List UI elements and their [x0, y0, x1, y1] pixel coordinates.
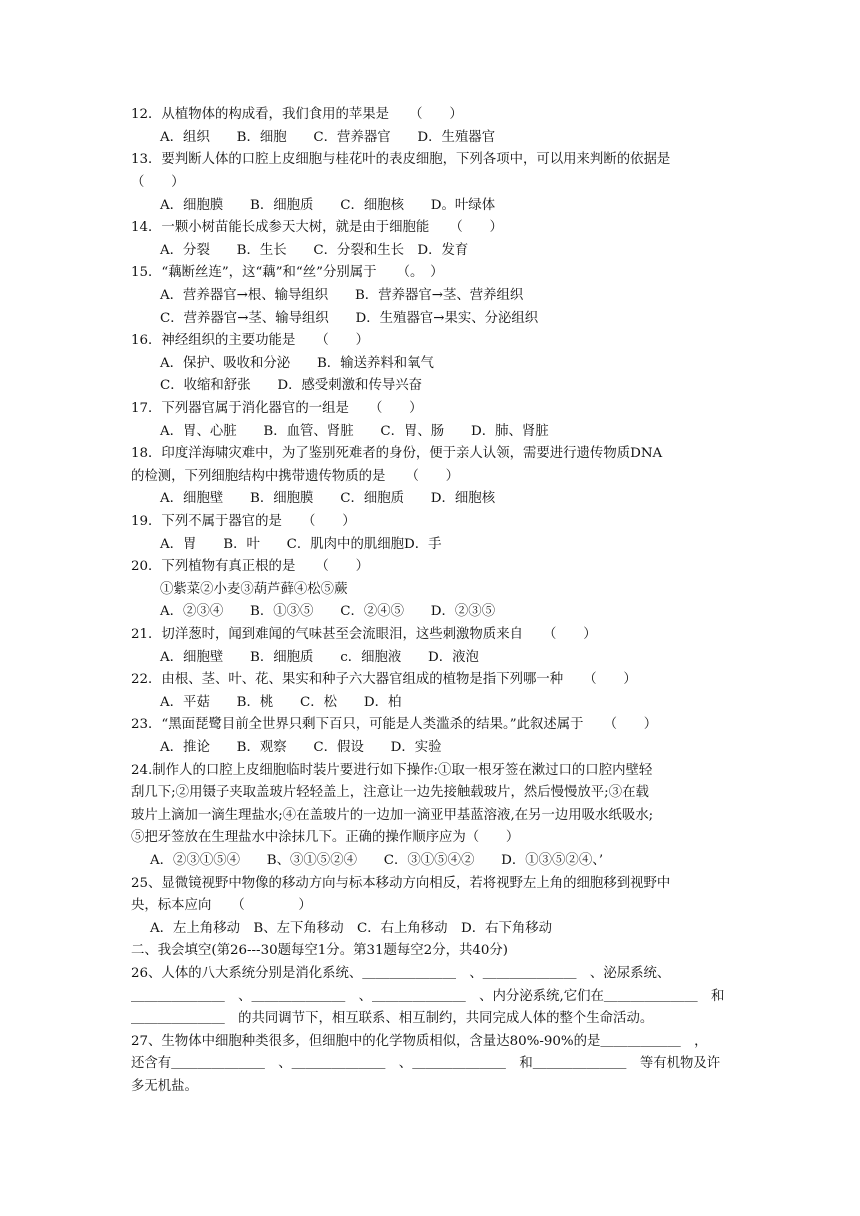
- question-26-cont-1: ＿＿＿＿＿＿＿ 、＿＿＿＿＿＿＿ 、＿＿＿＿＿＿＿ 、内分泌系统,它们在＿＿＿＿＿＿＿ 和: [131, 989, 725, 1004]
- question-15-options-ab: A．营养器官→根、输导组织 B．营养器官→茎、营养组织: [160, 288, 524, 303]
- question-24-cont-2: 玻片上滴加一滴生理盐水;④在盖玻片的一边加一滴亚甲基蓝溶液,在另一边用吸水纸吸水;: [131, 808, 654, 823]
- question-16-options-cd: C．收缩和舒张 D．感受刺激和传导兴奋: [160, 378, 423, 393]
- question-20: 20．下列植物有真正根的是 （ ）: [131, 559, 369, 574]
- question-23-options: A．推论 B．观察 C．假设 D．实验: [160, 740, 442, 755]
- question-27: 27、生物体中细胞种类很多，但细胞中的化学物质相似，含量达80%-90%的是＿＿＿＿＿＿ ，: [131, 1034, 708, 1049]
- question-27-cont-1: 还含有＿＿＿＿＿＿＿ 、＿＿＿＿＿＿＿ 、＿＿＿＿＿＿＿ 和＿＿＿＿＿＿＿ 等有机物及许: [131, 1056, 721, 1071]
- question-14: 14．一颗小树苗能长成参天大树，就是由于细胞能 （ ）: [131, 220, 503, 235]
- question-20-options: A．②③④ B．①③⑤ C．②④⑤ D．②③⑤: [160, 604, 496, 619]
- question-22: 22．由根、茎、叶、花、果实和种子六大器官组成的植物是指下列哪一种 （ ）: [131, 672, 637, 687]
- question-27-cont-2: 多无机盐。: [131, 1079, 198, 1094]
- question-16-options-ab: A．保护、吸收和分泌 B．输送养料和氧气: [160, 356, 434, 371]
- question-12: 12．从植物体的构成看，我们食用的苹果是 （ ）: [131, 107, 463, 122]
- question-18-cont: 的检测，下列细胞结构中携带遗传物质的是 （ ）: [131, 469, 460, 484]
- question-24: 24.制作人的口腔上皮细胞临时装片要进行如下操作:①取一根牙签在漱过口的口腔内壁轻: [131, 763, 653, 778]
- question-21: 21．切洋葱时，闻到难闻的气味甚至会流眼泪，这些刺激物质来自 （ ）: [131, 627, 597, 642]
- question-24-options: A．②③①⑤④ B、③①⑤②④ C．③①⑤④② D．①③⑤②④、’: [150, 853, 604, 868]
- question-15: 15．“藕断丝连”，这“藕”和“丝”分别属于 （。 ）: [131, 265, 444, 280]
- question-17-options: A．胃、心脏 B．血管、肾脏 C．胃、肠 D．肺、肾脏: [160, 424, 549, 439]
- question-19-options: A．胃 B．叶 C．肌肉中的肌细胞D．手: [160, 537, 442, 552]
- question-24-cont-1: 刮几下;②用镊子夹取盖玻片轻轻盖上，注意让一边先接触载玻片，然后慢慢放平;③在载: [131, 785, 649, 800]
- question-15-options-cd: C．营养器官→茎、输导组织 D．生殖器官→果实、分泌组织: [160, 311, 539, 326]
- question-17: 17．下列器官属于消化器官的一组是 （ ）: [131, 401, 423, 416]
- question-21-options: A．细胞壁 B．细胞质 c．细胞液 D．液泡: [160, 650, 479, 665]
- question-19: 19．下列不属于器官的是 （ ）: [131, 514, 356, 529]
- question-25-options: A．左上角移动 B、左下角移动 C．右上角移动 D．右下角移动: [150, 921, 553, 936]
- question-13: 13．要判断人体的口腔上皮细胞与桂花叶的表皮细胞，下列各项中，可以用来判断的依据是: [131, 152, 671, 167]
- question-22-options: A．平菇 B．桃 C．松 D．柏: [160, 695, 402, 710]
- question-18-options: A．细胞壁 B．细胞膜 C．细胞质 D．细胞核: [160, 491, 496, 506]
- question-25: 25、显微镜视野中物像的移动方向与标本移动方向相反，若将视野左上角的细胞移到视野中: [131, 876, 671, 891]
- question-24-cont-3: ⑤把牙签放在生理盐水中涂抹几下。正确的操作顺序应为（ ）: [131, 830, 520, 845]
- question-25-cont: 央，标本应向 （ ）: [131, 898, 312, 913]
- question-26: 26、人体的八大系统分别是消化系统、＿＿＿＿＿＿＿ 、＿＿＿＿＿＿＿ 、泌尿系统、: [131, 966, 671, 981]
- question-26-cont-2: ＿＿＿＿＿＿＿ 的共同调节下，相互联系、相互制约，共同完成人体的整个生命活动。: [131, 1011, 654, 1026]
- question-18: 18．印度洋海啸灾难中，为了鉴别死难者的身份，便于亲人认领，需要进行遗传物质DNA: [131, 446, 663, 461]
- question-16: 16．神经组织的主要功能是 （ ）: [131, 333, 369, 348]
- question-14-options: A．分裂 B．生长 C．分裂和生长 D．发育: [160, 243, 469, 258]
- question-13-bracket: （ ）: [131, 175, 185, 190]
- question-12-options: A．组织 B．细胞 C．营养器官 D．生殖器官: [160, 130, 496, 145]
- section-2-heading: 二、我会填空(第26---30题每空1分。第31题每空2分，共40分): [131, 943, 509, 958]
- question-13-options: A．细胞膜 B．细胞质 C．细胞核 D。叶绿体: [160, 198, 496, 213]
- question-23: 23．“黑面琵鹭目前全世界只剩下百只，可能是人类滥杀的结果。”此叙述属于 （ ）: [131, 717, 658, 732]
- question-20-items: ①紫菜②小麦③葫芦藓④松⑤蕨: [160, 582, 348, 597]
